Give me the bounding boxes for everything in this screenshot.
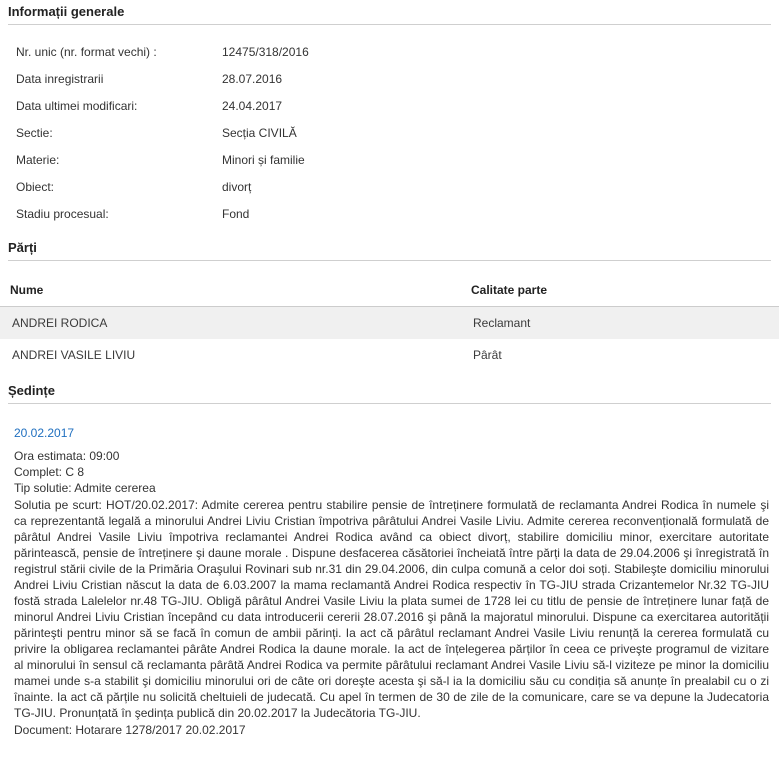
info-value: 12475/318/2016: [222, 45, 309, 59]
divider-general: [8, 24, 771, 25]
table-row: [0, 147, 779, 174]
info-label: Obiect:: [16, 180, 55, 194]
table-row: [0, 120, 779, 147]
info-value: divorț: [222, 180, 252, 194]
table-row: [0, 307, 779, 340]
table-row: [0, 174, 779, 201]
parties-table: [0, 275, 779, 371]
column-header-name: Nume: [0, 275, 461, 307]
info-value: 28.07.2016: [222, 72, 283, 86]
hearing-solution-type: Tip solutie: Admite cererea: [14, 481, 156, 495]
parties-section: [0, 275, 779, 371]
hearing-date-link[interactable]: 20.02.2017: [14, 426, 75, 440]
info-label: Data inregistrarii: [16, 72, 104, 86]
section-title-hearings: Ședințe: [8, 383, 55, 398]
info-value: Secția CIVILĂ: [222, 126, 297, 140]
table-row: [0, 201, 779, 228]
section-title-parties: Părți: [8, 240, 37, 255]
hearing-document: Document: Hotarare 1278/2017 20.02.2017: [14, 723, 246, 737]
table-row: [0, 39, 779, 66]
info-label: Materie:: [16, 153, 60, 167]
table-row: [0, 66, 779, 93]
hearing-solution-summary: Solutia pe scurt: HOT/20.02.2017: Admite cererea pentru stabilire pensie de întreținere formulată de reclamanta Andrei Rodica în numele şi ca reprezentantă legală a minorului Andrei Liviu Cristian împotriva pârâtului Andrei Vasile Liviu. Admite cererea reconvențională formulată de pârâtul Andrei Vasile Liviu împotriva reclamantei Andrei Rodica având ca obiect divorț, stabilire domiciliu minor, exercitare autoritate părintească, pensie de întreținere şi daune morale . Dispune desfacerea căsătoriei încheiată între părți la data de 29.04.2006 şi înregistrată în registrul stării civile de la Primăria Oraşului Rovinari sub nr.31 din 29.04.2006, din culpa comună a celor doi soți. Stabileşte domiciliu minorului Andrei Liviu Cristian născut la data de 6.03.2007 la mama reclamantă Andrei Rodica respectiv în TG-JIU strada Crizantemelor Nr.32 TG-JIU fostă strada Lalelelor nr.48 TG-JIU. Obligă pârâtul Andrei Vasile Liviu la plata sumei de 1728 lei cu titlu de pensie de întreținere lunar față de minorul Andrei Liviu Cristian începând cu data introducerii cererii 28.07.2016 şi până la majoratul minorului. Dispune ca exercitarea autorității părinteşti pentru minor să se facă în comun de ambii părinți. Ia act că pârâtul reclamant Andrei Vasile Liviu renunță la cererea formulată cu privire la obligarea reclamantei pârâte Andrei Rodica la daune morale. Ia act de înțelegerea părților în ceea ce priveşte programul de vizitare al minorului în sensul că reclamanta pârâtă Andrei Rodica va permite pârâtului reclamant Andrei Vasile Liviu să-l viziteze pe minor la domiciliu mamei unde s-a stabilit şi domiciliu minorului ori de câte ori doreşte acesta şi să-l ia la domiciliu său cu condiția să anunțe în prealabil cu o zi înainte. Ia act că părțile nu solicită cheltuieli de judecată. Cu apel în termen de 30 de zile de la comunicare, care se va depune la Judecatoria TG-JIU. Pronunțată în şedința publică din 20.02.2017 la Judecătoria TG-JIU.: [14, 498, 769, 720]
info-label: Stadiu procesual:: [16, 207, 109, 221]
hearing-panel: Complet: C 8: [14, 465, 85, 479]
general-info-table: [0, 39, 779, 228]
column-header-quality: Calitate parte: [461, 275, 779, 307]
info-value: Minori și familie: [222, 153, 305, 167]
party-quality: Reclamant: [461, 307, 779, 340]
party-quality: Pârât: [473, 348, 502, 362]
divider-hearings: [8, 403, 771, 404]
hearing-estimated-time: Ora estimata: 09:00: [14, 449, 120, 463]
divider-parties: [8, 260, 771, 261]
info-value: Fond: [222, 207, 250, 221]
info-value: 24.04.2017: [222, 99, 283, 113]
table-header-row: [0, 275, 779, 307]
table-row: [0, 339, 779, 371]
party-name: ANDREI RODICA: [0, 307, 461, 340]
info-label: Nr. unic (nr. format vechi) :: [16, 45, 157, 59]
info-label: Sectie:: [16, 126, 53, 140]
hearing-details: [0, 448, 779, 744]
table-row: [0, 93, 779, 120]
section-title-general: Informații generale: [8, 4, 125, 19]
info-label: Data ultimei modificari:: [16, 99, 138, 113]
hearings-section: [0, 416, 779, 744]
party-name: ANDREI VASILE LIVIU: [12, 348, 136, 362]
hearing-item: [0, 416, 779, 744]
